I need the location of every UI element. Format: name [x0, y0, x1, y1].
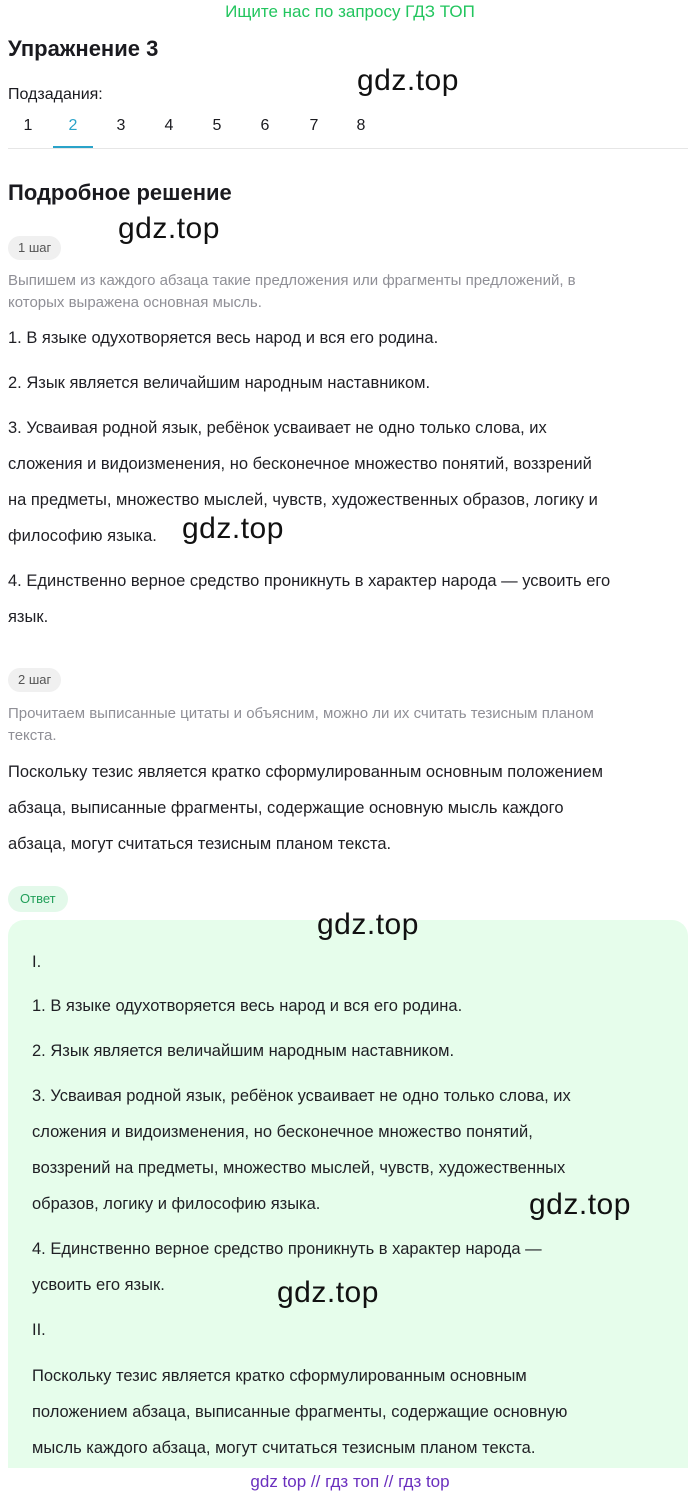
tab-4[interactable]: 4	[164, 117, 174, 134]
search-banner: Ищите нас по запросу ГДЗ ТОП	[225, 2, 475, 21]
tab-8[interactable]: 8	[356, 117, 366, 134]
answer-line: Поскольку тезис является кратко сформулированным основным	[32, 1367, 527, 1385]
watermark: gdz.top	[357, 64, 459, 97]
text-line: 1. В языке одухотворяется весь народ и вся его родина.	[8, 329, 439, 347]
hint-line: Прочитаем выписанные цитаты и объясним, можно ли их считать тезисным планом	[8, 705, 594, 722]
tab-2-active[interactable]: 2	[53, 110, 93, 148]
answer-line: II.	[32, 1321, 46, 1339]
subtasks-label: Подзадания:	[8, 86, 103, 103]
watermark: gdz.top	[529, 1188, 631, 1221]
watermark: gdz.top	[182, 512, 284, 545]
answer-line: 3. Усваивая родной язык, ребёнок усваивает не одно только слова, их	[32, 1087, 571, 1105]
text-line: сложения и видоизменения, но бесконечное множество понятий, воззрений	[8, 455, 592, 473]
text-line: на предметы, множество мыслей, чувств, художественных образов, логику и	[8, 491, 598, 509]
answer-line: 2. Язык является величайшим народным наставником.	[32, 1042, 455, 1060]
answer-line: положением абзаца, выписанные фрагменты, содержащие основную	[32, 1403, 568, 1421]
hint-line: Выпишем из каждого абзаца такие предложения или фрагменты предложений, в	[8, 272, 576, 289]
step-1-hint	[8, 270, 668, 314]
watermark: gdz.top	[118, 212, 220, 245]
answer-line: мысль каждого абзаца, могут считаться тезисным планом текста.	[32, 1439, 536, 1457]
footer-links[interactable]: gdz top // гдз топ // гдз top	[0, 1468, 700, 1496]
subtask-tabs	[8, 110, 688, 149]
text-line: 2. Язык является величайшим народным наставником.	[8, 374, 431, 392]
step-2-hint	[8, 703, 668, 747]
step-1-badge: 1 шаг	[8, 236, 61, 260]
answer-line: усвоить его язык.	[32, 1276, 165, 1294]
tab-6[interactable]: 6	[260, 117, 270, 134]
answer-line: сложения и видоизменения, но бесконечное множество понятий,	[32, 1123, 533, 1141]
solution-title: Подробное решение	[8, 180, 232, 205]
text-line: язык.	[8, 608, 49, 626]
text-line: 3. Усваивая родной язык, ребёнок усваивает не одно только слова, их	[8, 419, 547, 437]
tab-3[interactable]: 3	[116, 117, 126, 134]
tab-5[interactable]: 5	[212, 117, 222, 134]
answer-line: 4. Единственно верное средство проникнуть в характер народа —	[32, 1240, 542, 1258]
text-line: абзаца, могут считаться тезисным планом текста.	[8, 835, 392, 853]
answer-line: образов, логику и философию языка.	[32, 1195, 321, 1213]
step-1-body	[8, 320, 688, 635]
watermark: gdz.top	[317, 908, 419, 941]
text-line: абзаца, выписанные фрагменты, содержащие основную мысль каждого	[8, 799, 564, 817]
tab-1[interactable]: 1	[23, 117, 33, 134]
answer-line: 1. В языке одухотворяется весь народ и вся его родина.	[32, 997, 463, 1015]
page-title: Упражнение 3	[8, 36, 159, 61]
hint-line: которых выражена основная мысль.	[8, 294, 262, 311]
answer-line: воззрений на предметы, множество мыслей, чувств, художественных	[32, 1159, 566, 1177]
text-line: философию языка.	[8, 527, 157, 545]
step-2-body	[8, 754, 688, 862]
answer-line: I.	[32, 953, 42, 971]
answer-badge: Ответ	[8, 886, 68, 912]
text-line: Поскольку тезис является кратко сформулированным основным положением	[8, 763, 603, 781]
text-line: 4. Единственно верное средство проникнуть в характер народа — усвоить его	[8, 572, 611, 590]
watermark: gdz.top	[277, 1276, 379, 1309]
hint-line: текста.	[8, 727, 57, 744]
step-2-badge: 2 шаг	[8, 668, 61, 692]
tab-7[interactable]: 7	[309, 117, 319, 134]
